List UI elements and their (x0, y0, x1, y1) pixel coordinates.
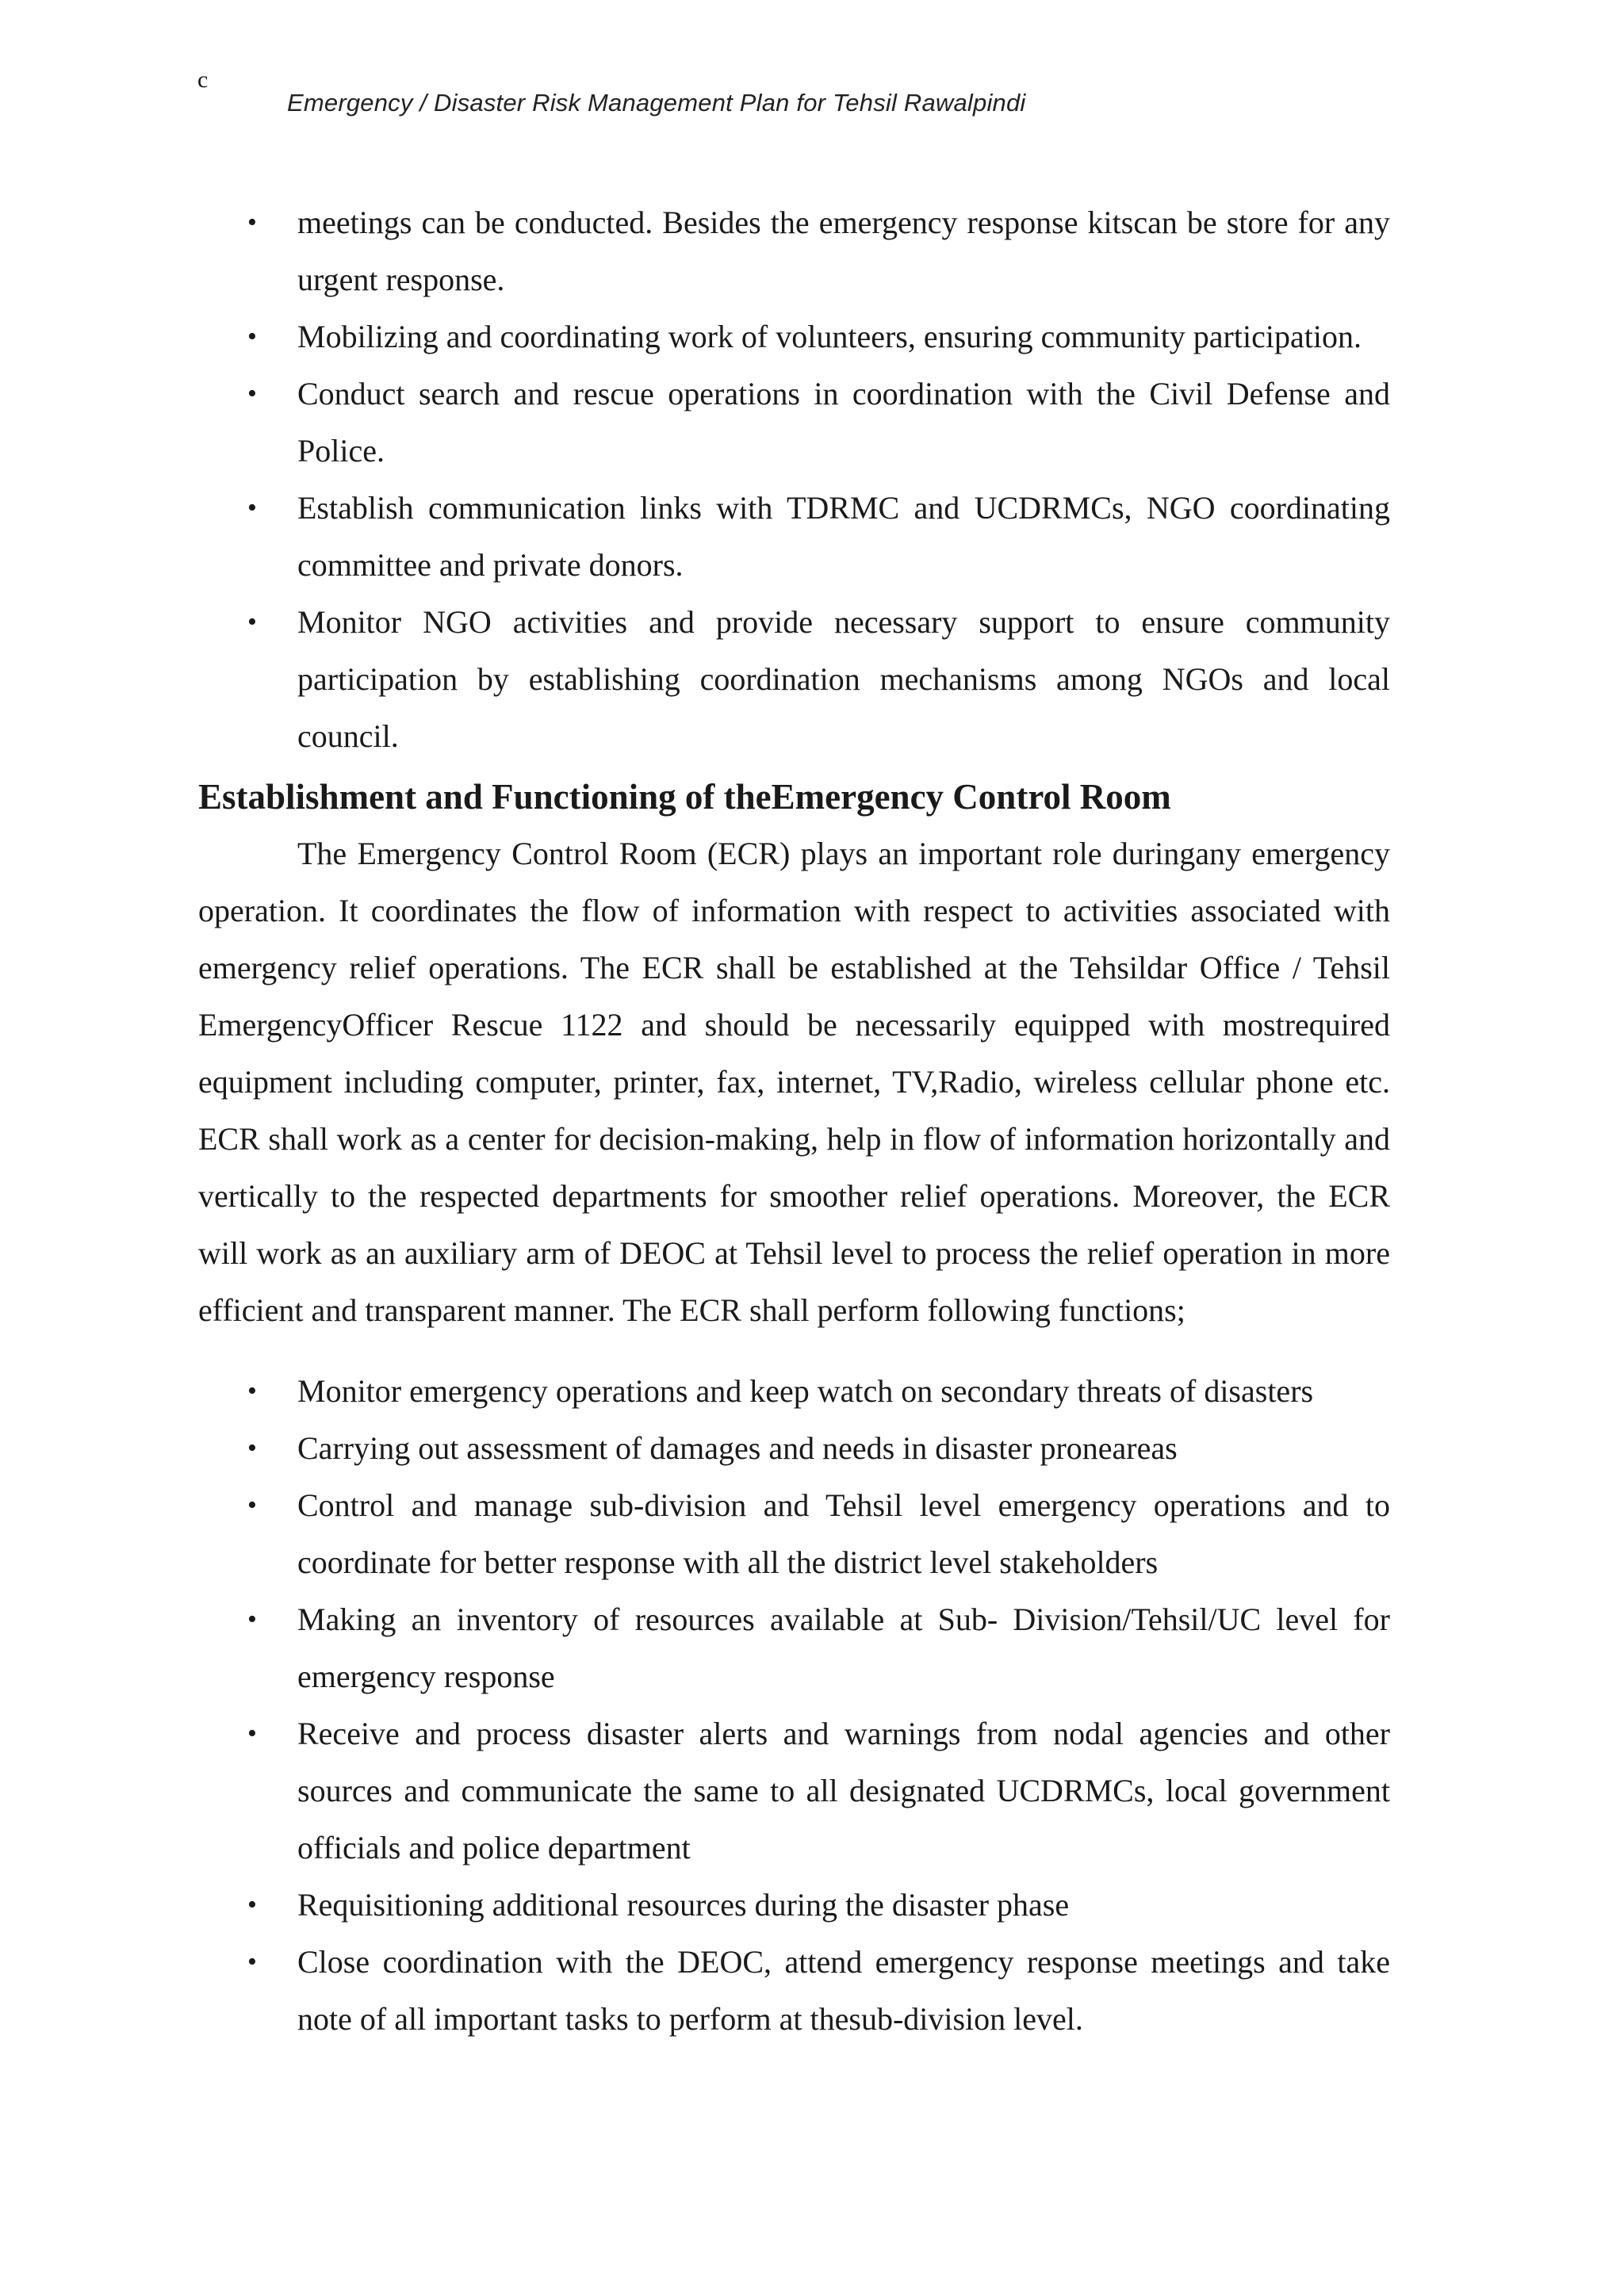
ecr-functions-list (198, 1363, 1390, 2048)
bullet-icon: • (247, 1490, 257, 1520)
list-item (198, 1420, 1390, 1477)
corner-mark: c (197, 67, 209, 93)
list-item (198, 594, 1390, 765)
list-item (198, 480, 1390, 594)
list-item (198, 194, 1390, 308)
bullet-icon: • (247, 1947, 257, 1976)
list-item-text: Conduct search and rescue operations in coordination with the Civil Defense and Police. (297, 376, 1390, 469)
list-item (198, 1934, 1390, 2048)
list-item (198, 1877, 1390, 1934)
list-item (198, 1705, 1390, 1877)
list-item-text: Making an inventory of resources available at Sub- Division/Tehsil/UC level for emergency response (297, 1601, 1390, 1694)
bullet-icon: • (247, 1890, 257, 1919)
list-item-text: Establish communication links with TDRMC and UCDRMCs, NGO coordinating committee and private donors. (297, 490, 1390, 583)
list-item-text: Receive and process disaster alerts and warnings from nodal agencies and other sources and communicate the same to all designated UCDRMCs, local government officials and police department (297, 1716, 1390, 1866)
list-item-text: Control and manage sub-division and Tehsil level emergency operations and to coordinate for better response with all the district level stakeholders (297, 1487, 1390, 1580)
list-item (198, 365, 1390, 480)
bullet-icon: • (247, 493, 257, 522)
bullet-icon: • (247, 1376, 257, 1406)
bullet-icon: • (247, 208, 257, 237)
list-item-text: Monitor emergency operations and keep watch on secondary threats of disasters (297, 1373, 1314, 1409)
bullet-icon: • (247, 1605, 257, 1634)
section-heading: Establishment and Functioning of theEmergency Control Room (198, 777, 1171, 817)
page-content (198, 194, 1390, 2048)
list-item-text: Close coordination with the DEOC, attend emergency response meetings and take note of all important tasks to perform at thesub-division level. (297, 1944, 1390, 2037)
list-item-text: Monitor NGO activities and provide necessary support to ensure community participation by establishing coordination mechanisms among NGOs and local council. (297, 604, 1390, 754)
bullet-icon: • (247, 322, 257, 351)
list-item (198, 1363, 1390, 1420)
list-item-text: Requisitioning additional resources during the disaster phase (297, 1887, 1070, 1923)
section-paragraph: The Emergency Control Room (ECR) plays an important role duringany emergency operation. It coordinates the flow of information with respect to activities associated with emergency relief operations. The ECR shall be established at the Tehsildar Office / Tehsil EmergencyOfficer Rescue 1122 and should be necessarily equipped with mostrequired equipment including computer, printer, fax, internet, TV,Radio, wireless cellular phone etc. ECR shall work as a center for decision-making, help in flow of information horizontally and vertically to the respected departments for smoother relief operations. Moreover, the ECR will work as an auxiliary arm of DEOC at Tehsil level to process the relief operation in more efficient and transparent manner. The ECR shall perform following functions; (198, 836, 1390, 1328)
list-item (198, 1591, 1390, 1705)
list-item-text: Mobilizing and coordinating work of volunteers, ensuring community participation. (297, 319, 1362, 354)
bullet-icon: • (247, 379, 257, 408)
list-item (198, 1477, 1390, 1591)
bullet-icon: • (247, 607, 257, 637)
bullet-icon: • (247, 1719, 257, 1748)
running-header: Emergency / Disaster Risk Management Plan for Tehsil Rawalpindi (287, 89, 1026, 117)
responsibilities-list (198, 194, 1390, 765)
bullet-icon: • (247, 1433, 257, 1463)
list-item-text: meetings can be conducted. Besides the emergency response kitscan be store for any urgent response. (297, 205, 1390, 297)
list-item-text: Carrying out assessment of damages and needs in disaster proneareas (297, 1430, 1178, 1466)
list-item (198, 308, 1390, 365)
